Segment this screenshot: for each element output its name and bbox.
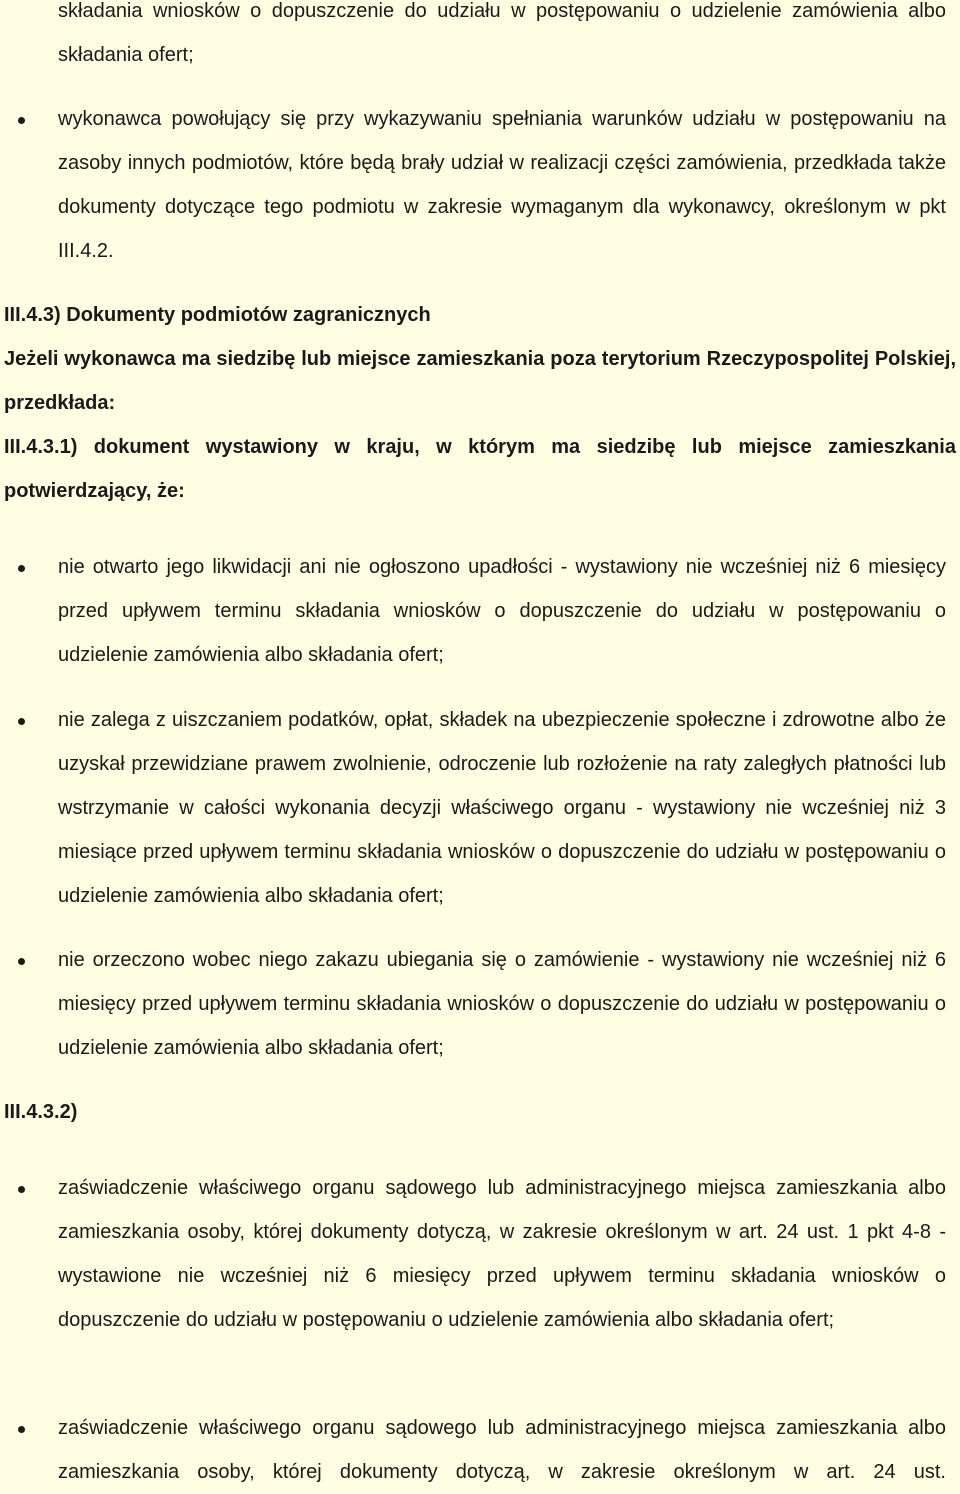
bullet-icon bbox=[18, 117, 25, 124]
list-item: nie orzeczono wobec niego zakazu ubiegania się o zamówienie - wystawiony nie wcześniej niż 6 miesięcy przed upływem terminu składania wniosków o dopuszczenie do udziału w postępowaniu o udzielenie zamówienia albo składania ofert; bbox=[58, 949, 946, 1059]
bullet-icon bbox=[18, 565, 25, 572]
list-item: nie zalega z uiszczaniem podatków, opłat, składek na ubezpieczenie społeczne i zdrowotne albo że uzyskał przewidziane prawem zwolnienie, odroczenie lub rozłożenie na raty zaległych płatności lub wstrzymanie w całości wykonania decyzji właściwego organu - wystawiony nie wcześniej niż 3 miesiące przed upływem terminu składania wniosków o dopuszczenie do udziału w postępowaniu o udzielenie zamówienia albo składania ofert; bbox=[58, 709, 946, 907]
section-intro: Jeżeli wykonawca ma siedzibę lub miejsce zamieszkania poza terytorium Rzeczypospolitej Polskiej, przedkłada: bbox=[4, 348, 956, 414]
bullet-icon bbox=[18, 1426, 25, 1433]
bullet-icon bbox=[18, 718, 25, 725]
section-heading-4332: III.4.3.2) bbox=[4, 1101, 78, 1123]
continued-paragraph: składania wniosków o dopuszczenie do udziału w postępowaniu o udzielenie zamówienia albo składania ofert; bbox=[58, 0, 946, 66]
list-item: zaświadczenie właściwego organu sądowego lub administracyjnego miejsca zamieszkania albo zamieszkania osoby, której dokumenty dotyczą, w zakresie określonym w art. 24 ust. bbox=[58, 1417, 946, 1483]
list-item: nie otwarto jego likwidacji ani nie ogłoszono upadłości - wystawiony nie wcześniej niż 6 miesięcy przed upływem terminu składania wniosków o dopuszczenie do udziału w postępowaniu o udzielenie zamówienia albo składania ofert; bbox=[58, 556, 946, 666]
section-heading-433: III.4.3) Dokumenty podmiotów zagranicznych bbox=[4, 304, 431, 326]
bullet-icon bbox=[18, 1186, 25, 1193]
list-item: zaświadczenie właściwego organu sądowego lub administracyjnego miejsca zamieszkania albo zamieszkania osoby, której dokumenty dotyczą, w zakresie określonym w art. 24 ust. 1 pkt 4-8 - wystawione nie wcześniej niż 6 miesięcy przed upływem terminu składania wniosków o dopuszczenie do udziału w postępowaniu o udzielenie zamówienia albo składania ofert; bbox=[58, 1177, 946, 1331]
section-heading-4331: III.4.3.1) dokument wystawiony w kraju, w którym ma siedzibę lub miejsce zamieszkania potwierdzający, że: bbox=[4, 436, 956, 502]
list-item-resources: wykonawca powołujący się przy wykazywaniu spełniania warunków udziału w postępowaniu na zasoby innych podmiotów, które będą brały udział w realizacji części zamówienia, przedkłada także dokumenty dotyczące tego podmiotu w zakresie wymaganym dla wykonawcy, określonym w pkt III.4.2. bbox=[58, 108, 946, 262]
bullet-icon bbox=[18, 958, 25, 965]
